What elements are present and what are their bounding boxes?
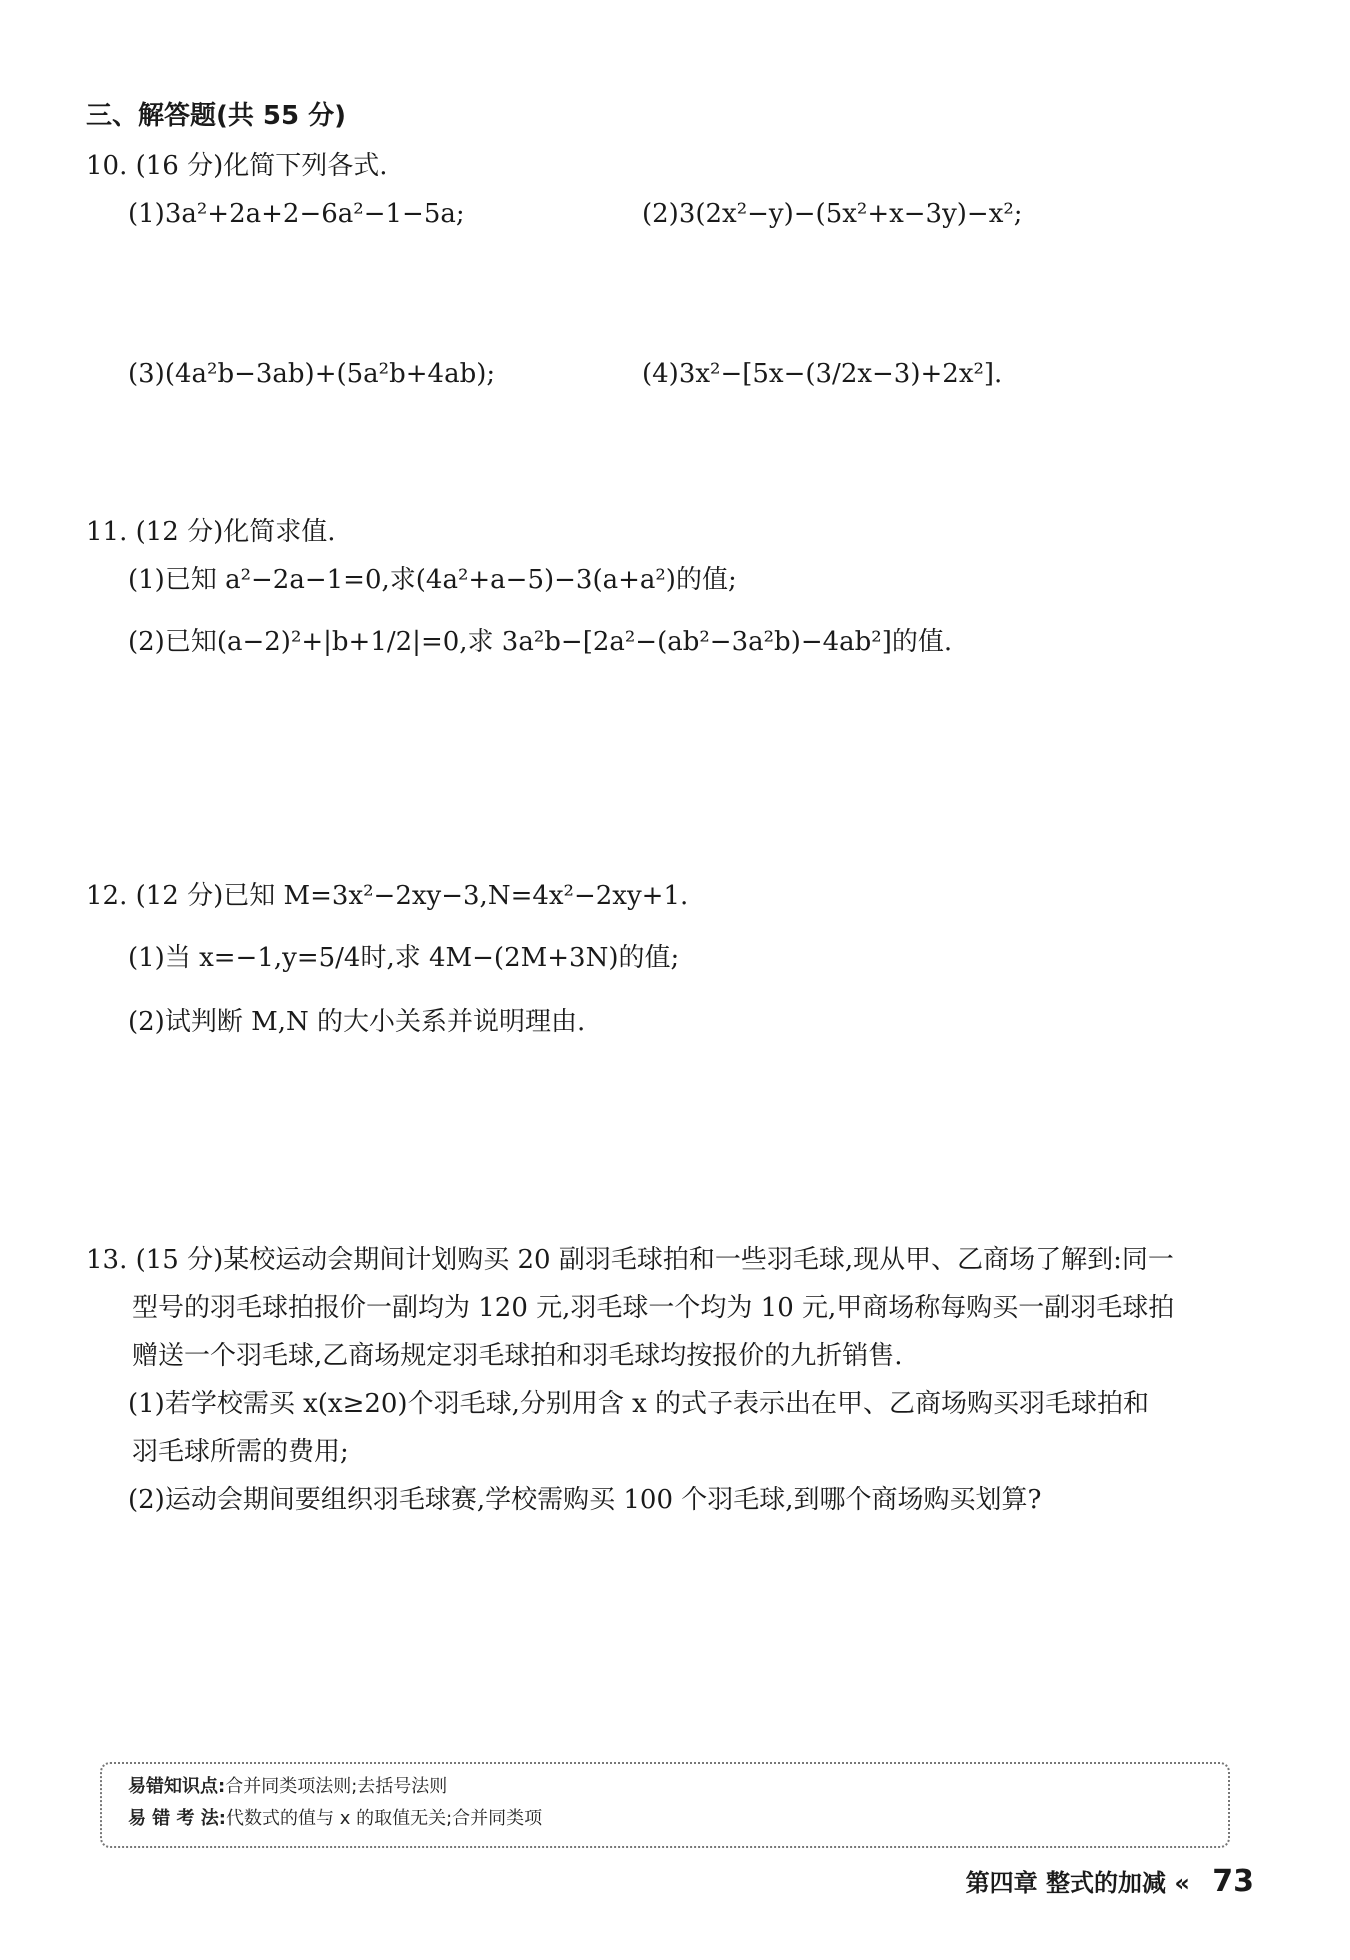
q10-part4: (4)3x²−[5x−(3/2x−3)+2x²]. (642, 359, 1003, 389)
q11-stem: 11. (12 分)化简求值. (86, 517, 336, 547)
error-tip-1-text: 合并同类项法则;去括号法则 (225, 1776, 448, 1797)
error-tip-2-text: 代数式的值与 x 的取值无关;合并同类项 (226, 1808, 543, 1829)
q10-part1: (1)3a²+2a+2−6a²−1−5a; (128, 199, 465, 229)
q13-line4: (1)若学校需买 x(x≥20)个羽毛球,分别用含 x 的式子表示出在甲、乙商场购买羽毛球拍和 (128, 1389, 1150, 1419)
error-tip-2-label: 易 错 考 法: (128, 1808, 226, 1829)
q13-line6: (2)运动会期间要组织羽毛球赛,学校需购买 100 个羽毛球,到哪个商场购买划算? (128, 1485, 1042, 1515)
q12-stem: 12. (12 分)已知 M=3x²−2xy−3,N=4x²−2xy+1. (86, 881, 689, 911)
chapter-title: 第四章 整式的加减 (965, 1869, 1167, 1897)
q13-line5: 羽毛球所需的费用; (132, 1437, 349, 1467)
page-footer (966, 1866, 1254, 1899)
q13-line3: 赠送一个羽毛球,乙商场规定羽毛球拍和羽毛球均按报价的九折销售. (132, 1341, 903, 1371)
error-tip-2 (128, 1806, 542, 1832)
q12-part1: (1)当 x=−1,y=5/4时,求 4M−(2M+3N)的值; (128, 943, 680, 973)
page-number: 73 (1212, 1864, 1254, 1899)
q10-part2: (2)3(2x²−y)−(5x²+x−3y)−x²; (642, 199, 1023, 229)
q11-part1: (1)已知 a²−2a−1=0,求(4a²+a−5)−3(a+a²)的值; (128, 565, 737, 595)
error-tip-1-label: 易错知识点: (128, 1776, 226, 1797)
section-title: 三、解答题(共 55 分) (86, 101, 347, 131)
q13-line1: 13. (15 分)某校运动会期间计划购买 20 副羽毛球拍和一些羽毛球,现从甲、乙商场了解到:同一 (86, 1245, 1174, 1275)
q12-part2: (2)试判断 M,N 的大小关系并说明理由. (128, 1007, 586, 1037)
q11-part2: (2)已知(a−2)²+|b+1/2|=0,求 3a²b−[2a²−(ab²−3a²b)−4ab²]的值. (128, 627, 953, 657)
double-chevron-left-icon: « (1174, 1869, 1190, 1897)
q10-part3: (3)(4a²b−3ab)+(5a²b+4ab); (128, 359, 496, 389)
error-tip-1 (128, 1774, 447, 1800)
q10-stem: 10. (16 分)化简下列各式. (86, 151, 388, 181)
q13-line2: 型号的羽毛球拍报价一副均为 120 元,羽毛球一个均为 10 元,甲商场称每购买一副羽毛球拍 (132, 1293, 1175, 1323)
